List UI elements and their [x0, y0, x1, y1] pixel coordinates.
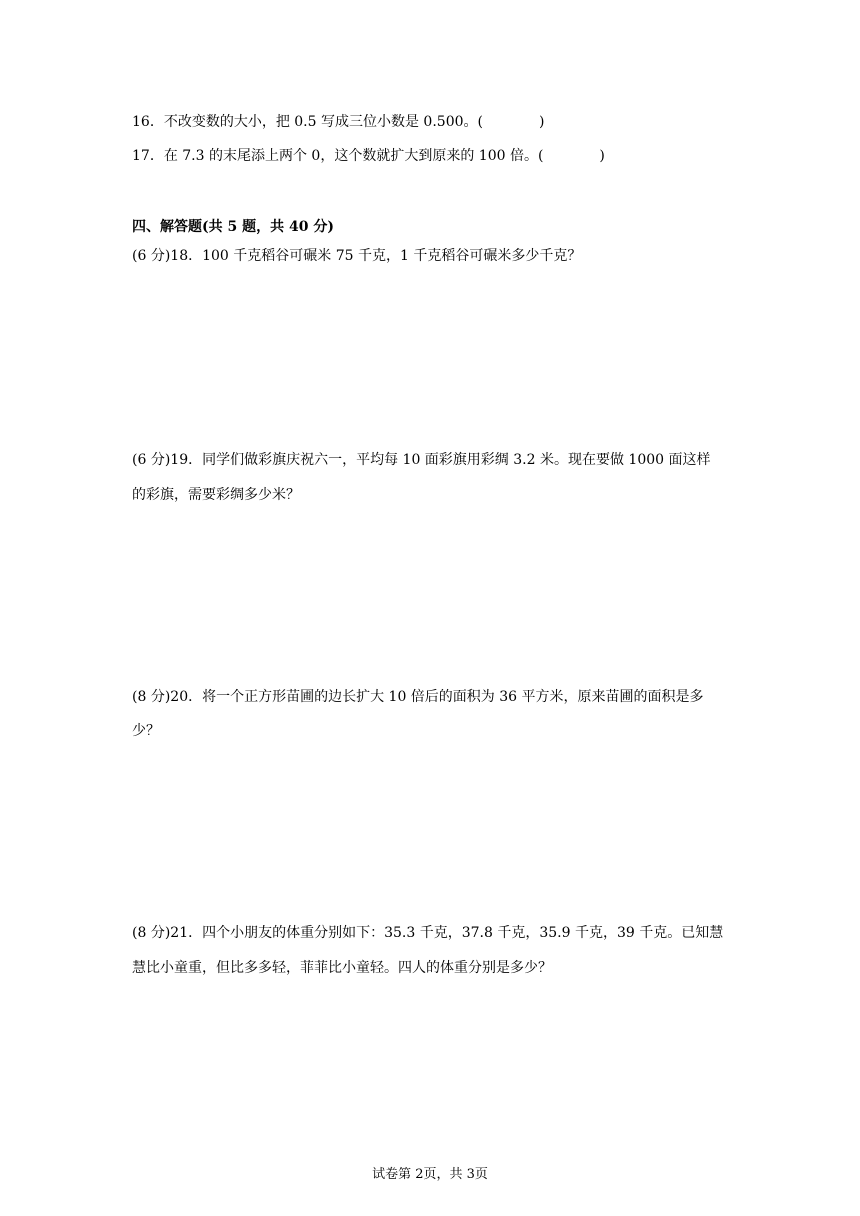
- problem-21-line-2: 慧比小童重，但比多多轻，菲菲比小童轻。四人的体重分别是多少？: [132, 960, 552, 976]
- problem-19-line-1: (6 分)19．同学们做彩旗庆祝六一，平均每 10 面彩旗用彩绸 3.2 米。现在要做 1000 面这样: [132, 452, 711, 468]
- problem-20-line-1: (8 分)20．将一个正方形苗圃的边长扩大 10 倍后的面积为 36 平方米，原来苗圃的面积是多: [132, 689, 704, 705]
- problem-19-line-2: 的彩旗，需要彩绸多少米？: [132, 487, 300, 503]
- page-footer: 试卷第 2页，共 3页: [372, 1167, 488, 1182]
- problem-20-line-2: 少？: [132, 723, 160, 739]
- problem-18-line-1: (6 分)18．100 千克稻谷可碾米 75 千克，1 千克稻谷可碾米多少千克？: [132, 248, 582, 264]
- tf-question-16: 16．不改变数的大小，把 0.5 写成三位小数是 0.500。( ): [132, 114, 545, 130]
- problem-21-line-1: (8 分)21．四个小朋友的体重分别如下：35.3 千克，37.8 千克，35.9 千克，39 千克。已知慧: [132, 925, 724, 941]
- section-heading: 四、解答题(共 5 题，共 40 分): [132, 219, 334, 235]
- tf-question-17: 17．在 7.3 的末尾添上两个 0，这个数就扩大到原来的 100 倍。( ): [132, 148, 605, 164]
